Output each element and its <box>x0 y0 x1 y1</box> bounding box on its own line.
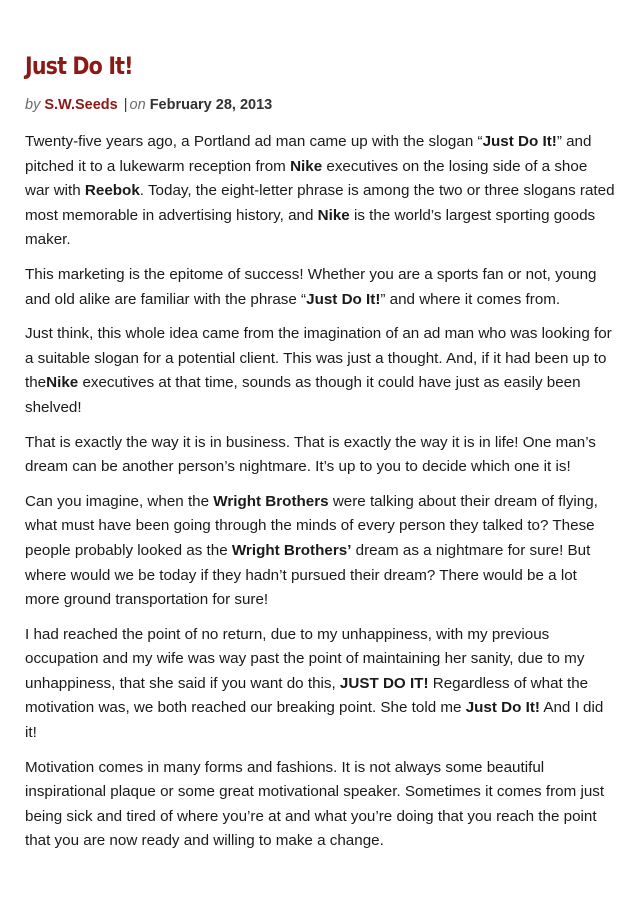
paragraph-4 <box>25 431 615 480</box>
paragraph-3 <box>25 322 615 420</box>
text-run: That is exactly the way it is in business. That is exactly the way it is in life! One man’s dream can be another person’s nightmare. It’s up to you to decide which one it is! <box>25 433 596 476</box>
text-run: Twenty-five years ago, a Portland ad man came up with the slogan “ <box>25 133 483 150</box>
paragraph-1 <box>25 130 615 253</box>
article-title: Just Do It! <box>25 52 133 80</box>
bold-run: Wright Brothers’ <box>231 541 352 559</box>
byline-separator: | <box>123 97 128 113</box>
text-run: is the world’s largest sporting goods maker. <box>25 206 596 249</box>
text-run: . Today, the eight-letter phrase is among the two or three slogans rated most memorable in advertising history, and <box>25 182 615 224</box>
text-run: And I did it! <box>25 699 604 742</box>
text-run: dream as a nightmare for sure! But where would we be today if they hadn’t pursued their dream? There would be a lot more ground transportation for sure! <box>25 541 591 609</box>
text-run: Motivation comes in many forms and fashions. It is not always some beautiful inspirational plaque or some great motivational speaker. Sometimes it comes from just being sick and tired of where you’re at and what you’re doing that you reach the point that you are now ready and willing to make a change. <box>25 758 605 850</box>
author-link[interactable]: S.W.Seeds <box>44 97 118 113</box>
bold-run: Just Do It! <box>465 699 540 717</box>
bold-run: Nike <box>46 374 79 392</box>
article-body <box>25 130 615 864</box>
text-run: Can you imagine, when the <box>25 492 214 510</box>
byline-on: on <box>129 97 146 113</box>
text-run: executives on the losing side of a shoe war with <box>25 157 588 200</box>
text-run: Regardless of what the motivation was, we both reached our breaking point. She told me <box>25 674 589 717</box>
bold-run: JUST DO IT! <box>339 674 429 692</box>
bold-run: Wright Brothers <box>213 492 329 510</box>
text-run: ” and where it comes from. <box>380 290 561 308</box>
text-run: Just think, this whole idea came from the imagination of an ad man who was looking for a suitable slogan for a potential client. This was just a thought. And, if it had been up to the <box>25 325 612 392</box>
text-run: I had reached the point of no return, due to my unhappiness, with my previous occupation and my wife was way past the point of maintaining her sanity, due to my unhappiness, that she said if you want do this, <box>25 625 585 692</box>
paragraph-2 <box>25 263 615 312</box>
text-run: This marketing is the epitome of success! Whether you are a sports fan or not, young and old alike are familiar with the phrase “ <box>25 265 597 308</box>
bold-run: Nike <box>290 157 323 175</box>
byline <box>25 95 272 115</box>
text-run: were talking about their dream of flying, what must have been going through the minds of every person they talked to? These people probably looked as the <box>25 492 598 559</box>
byline-by: by <box>25 97 41 113</box>
bold-run: Nike <box>317 206 350 224</box>
paragraph-6 <box>25 623 615 746</box>
post-date: February 28, 2013 <box>149 97 273 113</box>
paragraph-7 <box>25 756 615 854</box>
bold-run: Just Do It! <box>306 290 381 308</box>
text-run: executives at that time, sounds as though it could have just as easily been shelved! <box>25 374 581 416</box>
text-run: ” and pitched it to a lukewarm reception from <box>25 133 592 175</box>
bold-run: Reebok <box>84 182 140 200</box>
bold-run: Just Do It! <box>482 133 557 150</box>
paragraph-5 <box>25 490 615 613</box>
